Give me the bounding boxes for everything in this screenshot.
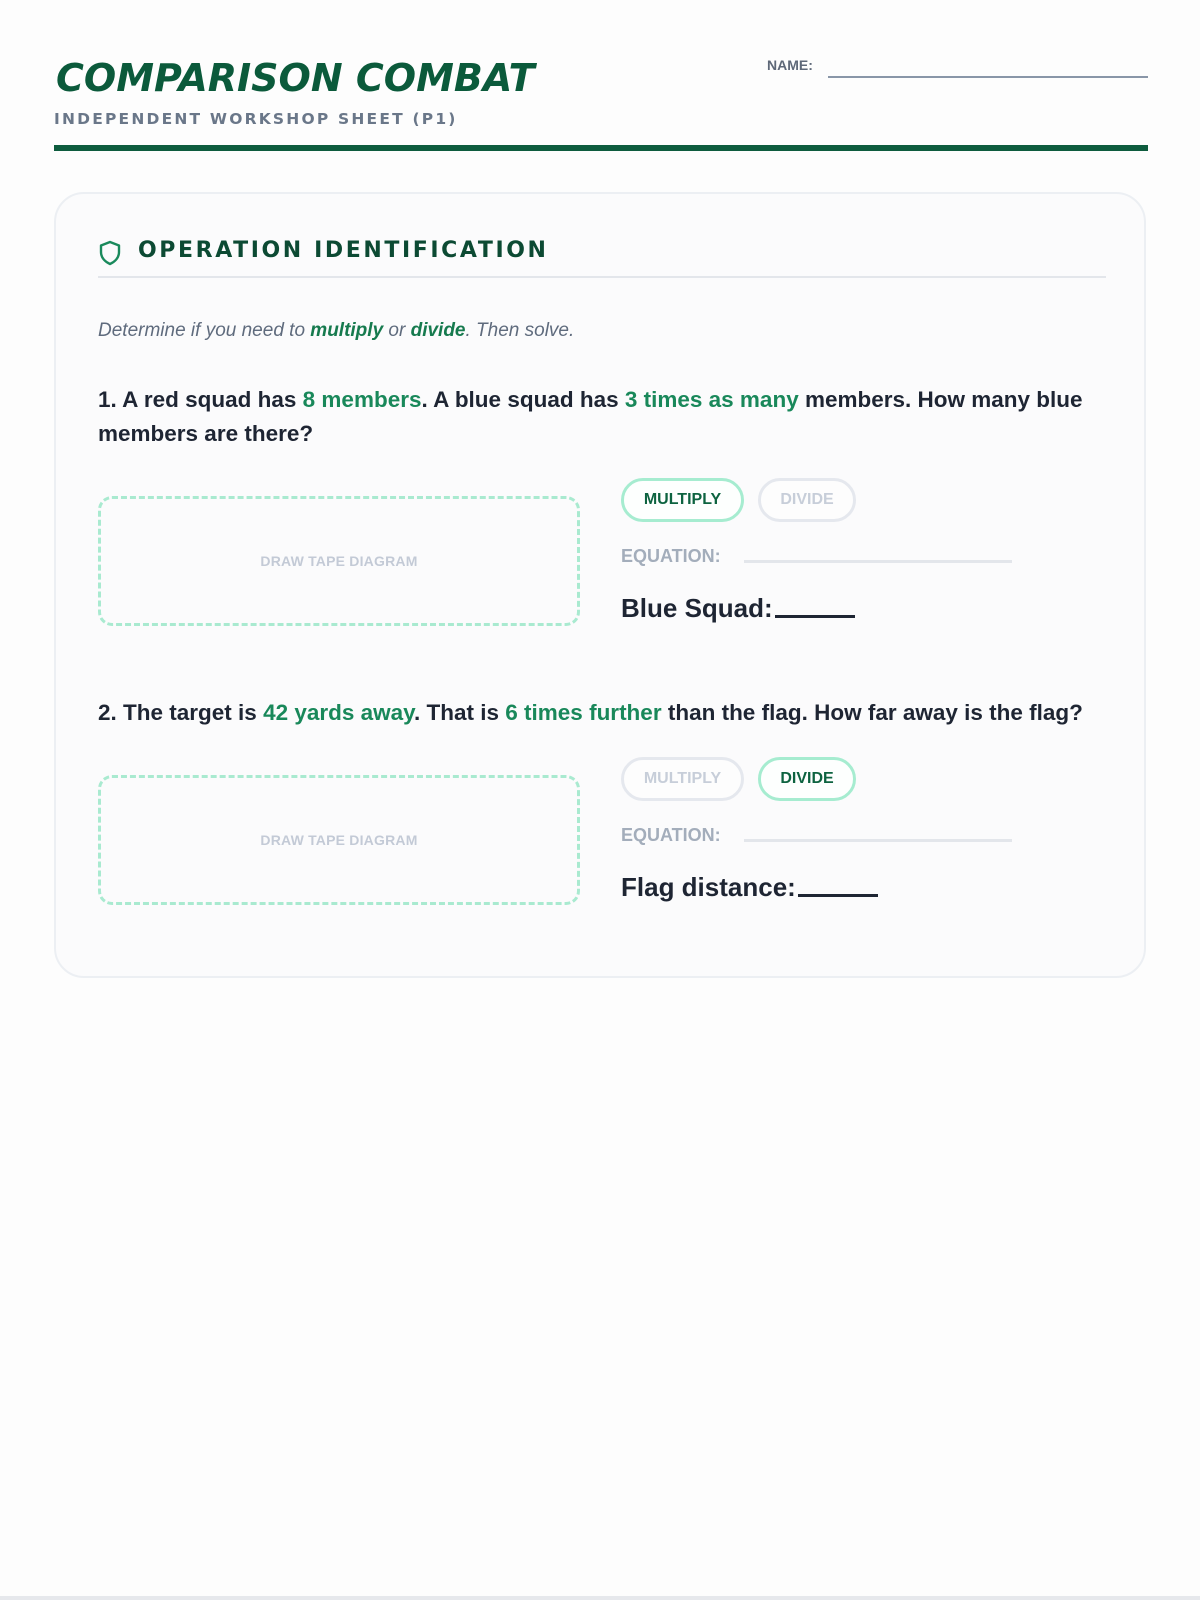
tape-diagram-placeholder: DRAW TAPE DIAGRAM <box>260 832 418 848</box>
name-label: NAME: <box>767 57 813 73</box>
answer-label-2: Flag distance: <box>621 872 796 902</box>
answer-field-1[interactable] <box>775 615 855 618</box>
divide-button-2[interactable]: DIVIDE <box>758 757 856 801</box>
instructions: Determine if you need to multiply or divide. Then solve. <box>98 320 575 341</box>
multiply-button-1[interactable]: MULTIPLY <box>621 478 744 522</box>
divide-button-1[interactable]: DIVIDE <box>758 478 856 522</box>
tape-diagram-area-1[interactable] <box>98 496 580 626</box>
answer-field-2[interactable] <box>798 894 878 897</box>
question-2: 2. The target is 42 yards away. That is 6 times further than the flag. How far away is the flag? <box>98 700 1083 725</box>
shield-icon <box>98 240 122 266</box>
equation-label-2: EQUATION: <box>621 825 721 845</box>
equation-field-1[interactable] <box>744 560 1012 563</box>
name-field[interactable] <box>828 76 1148 78</box>
answer-label-1: Blue Squad: <box>621 593 773 623</box>
equation-label-1: EQUATION: <box>621 546 721 566</box>
divide-keyword: divide <box>410 320 466 341</box>
tape-diagram-placeholder: DRAW TAPE DIAGRAM <box>260 553 418 569</box>
worksheet-title: COMPARISON COMBAT <box>56 56 535 100</box>
question-1: 1. A red squad has 8 members. A blue squad has 3 times as many members. How many blue members are there? <box>98 387 1083 446</box>
page-bottom-edge <box>0 1596 1200 1600</box>
tape-diagram-area-2[interactable] <box>98 775 580 905</box>
multiply-keyword: multiply <box>310 320 384 341</box>
section-divider <box>98 276 1106 278</box>
section-title: OPERATION IDENTIFICATION <box>138 238 549 263</box>
equation-field-2[interactable] <box>744 839 1012 842</box>
multiply-button-2[interactable]: MULTIPLY <box>621 757 744 801</box>
worksheet-subtitle: INDEPENDENT WORKSHOP SHEET (P1) <box>54 110 458 128</box>
header-divider <box>54 145 1148 151</box>
